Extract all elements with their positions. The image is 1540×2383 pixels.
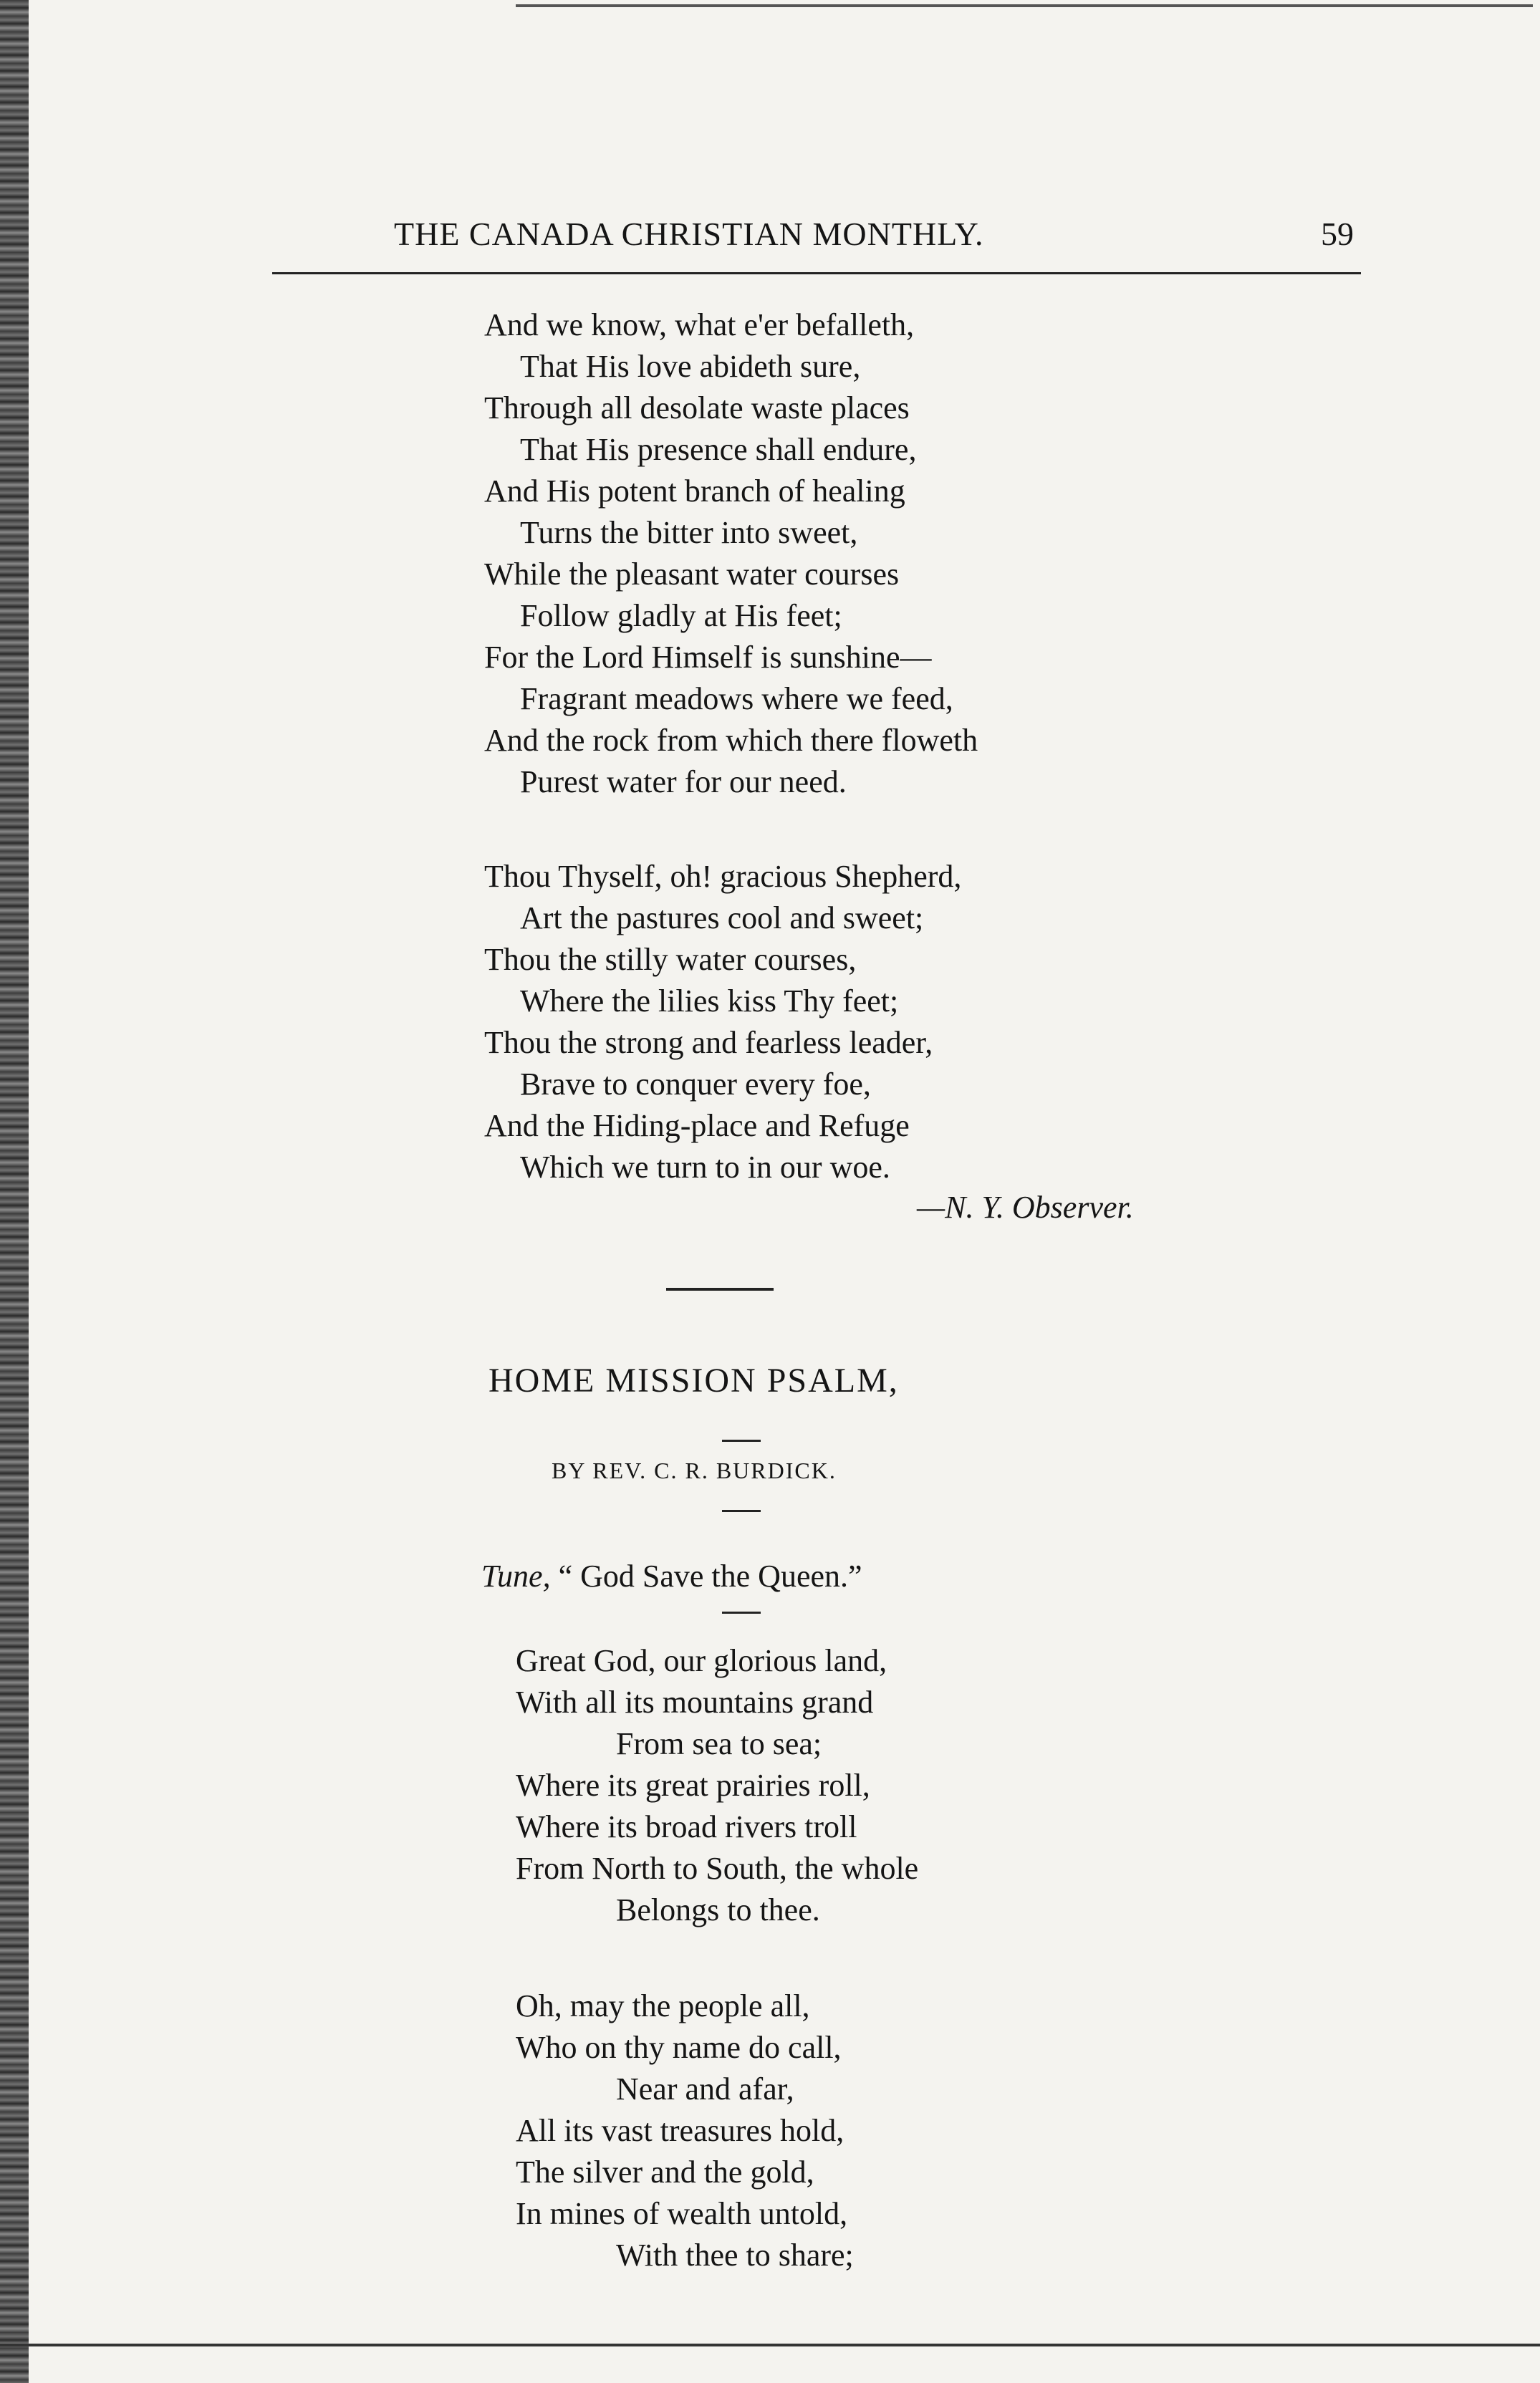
running-head [272,215,1361,261]
verse-line: Which we turn to in our woe. [520,1150,890,1185]
section-divider [666,1288,774,1291]
verse-line: And we know, what e'er befalleth, [484,307,915,342]
verse-line: That His presence shall endure, [520,432,917,467]
page-number: 59 [1321,216,1354,252]
poem-attribution: —N. Y. Observer. [917,1190,1134,1225]
tune-line [481,1558,862,1594]
verse-line: Where its broad rivers troll [516,1809,857,1844]
binding-edge [0,0,29,2383]
verse-line: Follow gladly at His feet; [520,598,842,633]
verse-line: In mines of wealth untold, [516,2196,848,2231]
verse-line: Fragrant meadows where we feed, [520,681,953,716]
verse-line: With thee to share; [616,2238,854,2273]
verse-line: Thou the stilly water courses, [484,942,857,977]
verse-line: All its vast treasures hold, [516,2113,844,2148]
verse-line: Oh, may the people all, [516,1988,810,2023]
tune-label: Tune, [481,1559,551,1594]
verse-line: That His love abideth sure, [520,349,861,384]
top-edge-rule [516,4,1533,7]
poem-title: HOME MISSION PSALM, [489,1362,899,1400]
verse-line: Belongs to thee. [616,1892,820,1927]
verse-line: The silver and the gold, [516,2155,814,2190]
verse-line: Brave to conquer every foe, [520,1067,871,1102]
verse-line: Turns the bitter into sweet, [520,515,858,550]
verse-line: And the rock from which there floweth [484,723,978,758]
ornament-rule [722,1510,761,1512]
journal-title: THE CANADA CHRISTIAN MONTHLY. [394,216,984,252]
ornament-rule [722,1440,761,1442]
verse-line: Near and afar, [616,2071,794,2107]
bottom-edge-rule [0,2344,1540,2346]
verse-line: Thou Thyself, oh! gracious Shepherd, [484,859,962,894]
verse-line: From North to South, the whole [516,1851,919,1886]
verse-line: Where its great prairies roll, [516,1768,870,1803]
verse-line: Art the pastures cool and sweet; [520,900,924,935]
verse-line: Who on thy name do call, [516,2030,842,2065]
verse-line: And the Hiding-place and Refuge [484,1108,910,1143]
ornament-rule [722,1612,761,1614]
tune-name: “ God Save the Queen.” [558,1559,862,1594]
header-rule [272,272,1361,274]
verse-line: Great God, our glorious land, [516,1643,887,1678]
poem-byline: BY REV. C. R. BURDICK. [552,1458,837,1483]
verse-line: With all its mountains grand [516,1685,874,1720]
verse-line: And His potent branch of healing [484,473,905,509]
verse-line: For the Lord Himself is sunshine— [484,640,932,675]
verse-line: While the pleasant water courses [484,557,900,592]
verse-line: From sea to sea; [616,1726,822,1761]
verse-line: Purest water for our need. [520,764,847,799]
verse-line: Where the lilies kiss Thy feet; [520,983,899,1019]
verse-line: Thou the strong and fearless leader, [484,1025,933,1060]
verse-line: Through all desolate waste places [484,390,910,425]
